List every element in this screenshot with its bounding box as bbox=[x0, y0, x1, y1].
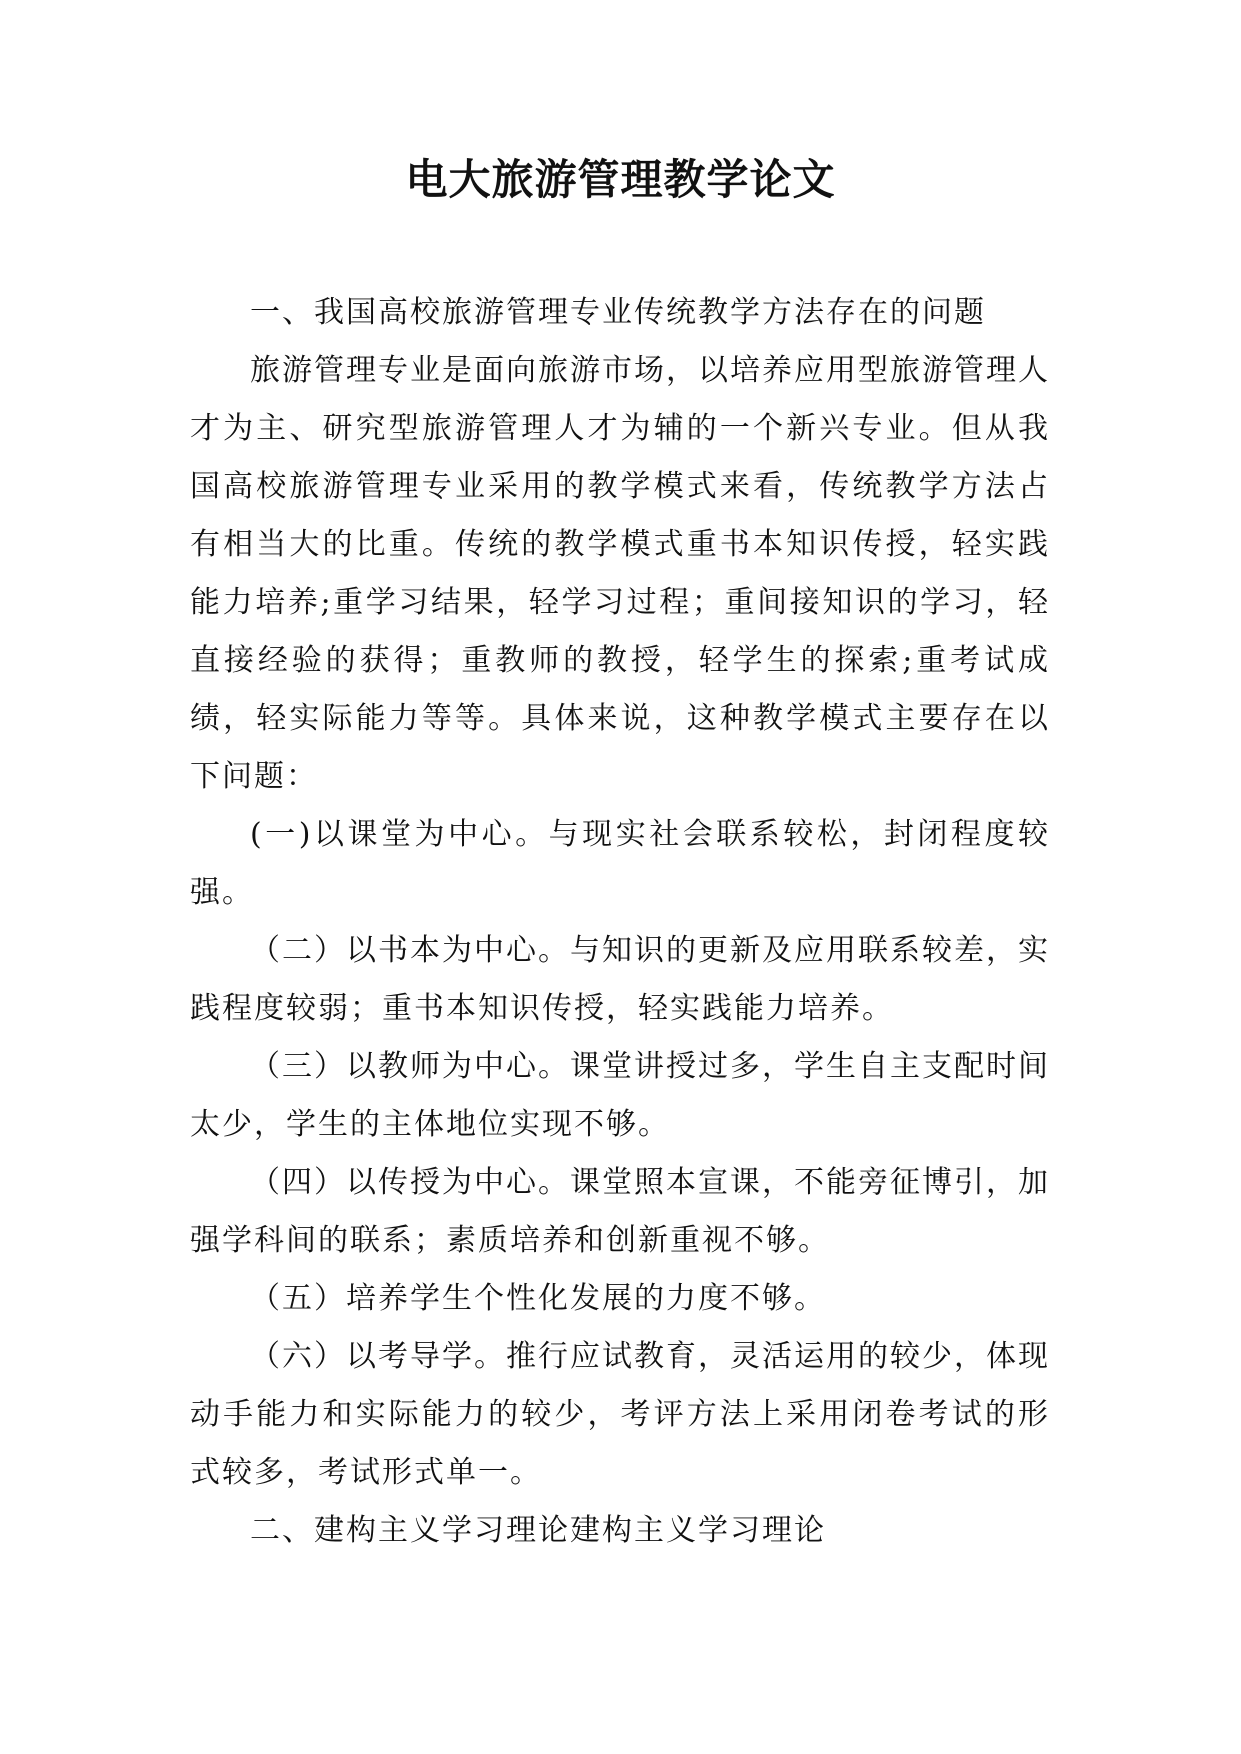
paragraph-intro: 旅游管理专业是面向旅游市场，以培养应用型旅游管理人才为主、研究型旅游管理人才为辅的一个新兴专业。但从我国高校旅游管理专业采用的教学模式来看，传统教学方法占有相当大的比重。传统的教学模式重书本知识传授，轻实践能力培养;重学习结果，轻学习过程；重间接知识的学习，轻直接经验的获得；重教师的教授，轻学生的探索;重考试成绩，轻实际能力等等。具体来说，这种教学模式主要存在以下问题： bbox=[190, 353, 1050, 794]
document-body bbox=[190, 284, 1050, 1560]
list-item-1: (一)以课堂为中心。与现实社会联系较松，封闭程度较强。 bbox=[190, 817, 1050, 910]
document-title: 电大旅游管理教学论文 bbox=[405, 155, 836, 204]
section-heading-2: 二、建构主义学习理论建构主义学习理论 bbox=[250, 1513, 826, 1548]
list-item-5: （五）培养学生个性化发展的力度不够。 bbox=[250, 1281, 826, 1316]
list-item-4: （四）以传授为中心。课堂照本宣课，不能旁征博引，加强学科间的联系；素质培养和创新重视不够。 bbox=[190, 1165, 1050, 1258]
list-item-6: （六）以考导学。推行应试教育，灵活运用的较少，体现动手能力和实际能力的较少，考评方法上采用闭卷考试的形式较多，考试形式单一。 bbox=[190, 1339, 1050, 1490]
list-item-3: （三）以教师为中心。课堂讲授过多，学生自主支配时间太少，学生的主体地位实现不够。 bbox=[190, 1049, 1050, 1142]
section-heading-1: 一、我国高校旅游管理专业传统教学方法存在的问题 bbox=[250, 295, 986, 330]
list-item-2: （二）以书本为中心。与知识的更新及应用联系较差，实践程度较弱；重书本知识传授，轻实践能力培养。 bbox=[190, 933, 1050, 1026]
